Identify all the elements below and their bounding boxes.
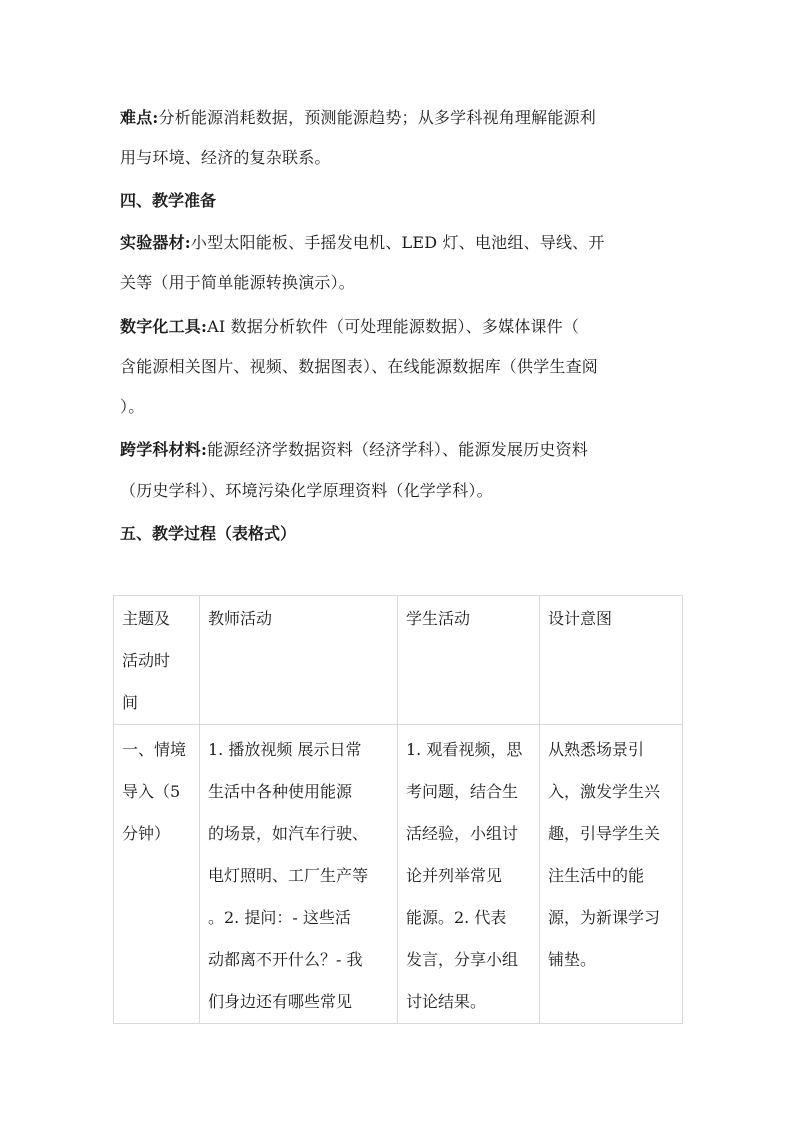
row1-topic-line: 一、情境 — [122, 740, 187, 759]
digital-line-3: ）。 — [120, 397, 145, 416]
row1-student-line: 考问题，结合生 — [406, 782, 519, 801]
row1-intent-line: 源，为新课学习 — [548, 908, 661, 927]
header-student — [398, 596, 540, 725]
digital-line-2: 含能源相关图片、视频、数据图表）、在线能源数据库（供学生查阅 — [120, 357, 599, 376]
row1-student-line: 论并列举常见 — [406, 866, 503, 885]
equipment-line-1 — [120, 233, 605, 253]
cross-line-2: （历史学科）、环境污染化学原理资料（化学学科）。 — [120, 481, 493, 500]
row1-student — [398, 725, 540, 1024]
row1-student-line: 1. 观看视频，思 — [406, 740, 523, 759]
row1-topic-line: 导入（5 — [122, 782, 181, 801]
row1-intent — [540, 725, 683, 1024]
row1-teacher-line: 们身边还有哪些常见 — [208, 992, 353, 1011]
cross-line-1 — [120, 440, 588, 460]
difficulty-label: 难点: — [120, 108, 159, 127]
row1-teacher-line: 生活中各种使用能源 — [208, 782, 353, 801]
header-topic-line: 活动时 — [122, 651, 171, 670]
table-header-row — [114, 596, 683, 725]
header-topic — [114, 596, 200, 725]
row1-intent-line: 注生活中的能 — [548, 866, 645, 885]
row1-topic-line: 分钟） — [122, 824, 171, 843]
difficulty-line-2: 用与环境、经济的复杂联系。 — [120, 148, 331, 167]
section-5-title: 五、教学过程（表格式） — [120, 524, 297, 543]
row1-student-line: 发言，分享小组 — [406, 950, 519, 969]
row1-student-line: 活经验，小组讨 — [406, 824, 519, 843]
row1-intent-line: 趣，引导学生关 — [548, 824, 661, 843]
row1-intent-line: 铺垫。 — [548, 950, 597, 969]
digital-text-1: AI 数据分析软件（可处理能源数据）、多媒体课件（ — [207, 317, 580, 336]
equipment-line-2: 关等（用于简单能源转换演示）。 — [120, 273, 356, 292]
header-student-label: 学生活动 — [406, 609, 471, 628]
digital-line-1 — [120, 317, 579, 337]
header-intent-label: 设计意图 — [548, 609, 613, 628]
row1-student-line: 讨论结果。 — [406, 992, 487, 1011]
row1-teacher — [200, 725, 398, 1024]
cross-text-1: 能源经济学数据资料（经济学科）、能源发展历史资料 — [207, 440, 588, 459]
row1-intent-line: 从熟悉场景引 — [548, 740, 645, 759]
row1-student-line: 能源。2. 代表 — [406, 908, 507, 927]
header-topic-line: 主题及 — [122, 609, 171, 628]
teaching-process-table — [113, 595, 683, 1024]
difficulty-line-1 — [120, 108, 596, 128]
row1-teacher-line: 1. 播放视频 展示日常 — [208, 740, 362, 759]
row1-topic — [114, 725, 200, 1024]
row1-teacher-line: 动都离不开什么？- 我 — [208, 950, 363, 969]
row1-teacher-line: 。2. 提问：- 这些活 — [208, 908, 351, 927]
section-4-title: 四、教学准备 — [120, 191, 217, 210]
equipment-label: 实验器材: — [120, 233, 191, 252]
header-teacher-label: 教师活动 — [208, 609, 273, 628]
cross-label: 跨学科材料: — [120, 440, 208, 459]
header-teacher — [200, 596, 398, 725]
row1-teacher-line: 电灯照明、工厂生产等 — [208, 866, 369, 885]
table-row — [114, 725, 683, 1024]
header-intent — [540, 596, 683, 725]
equipment-text-1: 小型太阳能板、手摇发电机、LED 灯、电池组、导线、开 — [190, 233, 605, 252]
digital-label: 数字化工具: — [120, 317, 208, 336]
row1-teacher-line: 的场景，如汽车行驶、 — [208, 824, 369, 843]
header-topic-line: 间 — [122, 693, 139, 712]
row1-intent-line: 入，激发学生兴 — [548, 782, 661, 801]
difficulty-text-1: 分析能源消耗数据，预测能源趋势；从多学科视角理解能源利 — [158, 108, 596, 127]
